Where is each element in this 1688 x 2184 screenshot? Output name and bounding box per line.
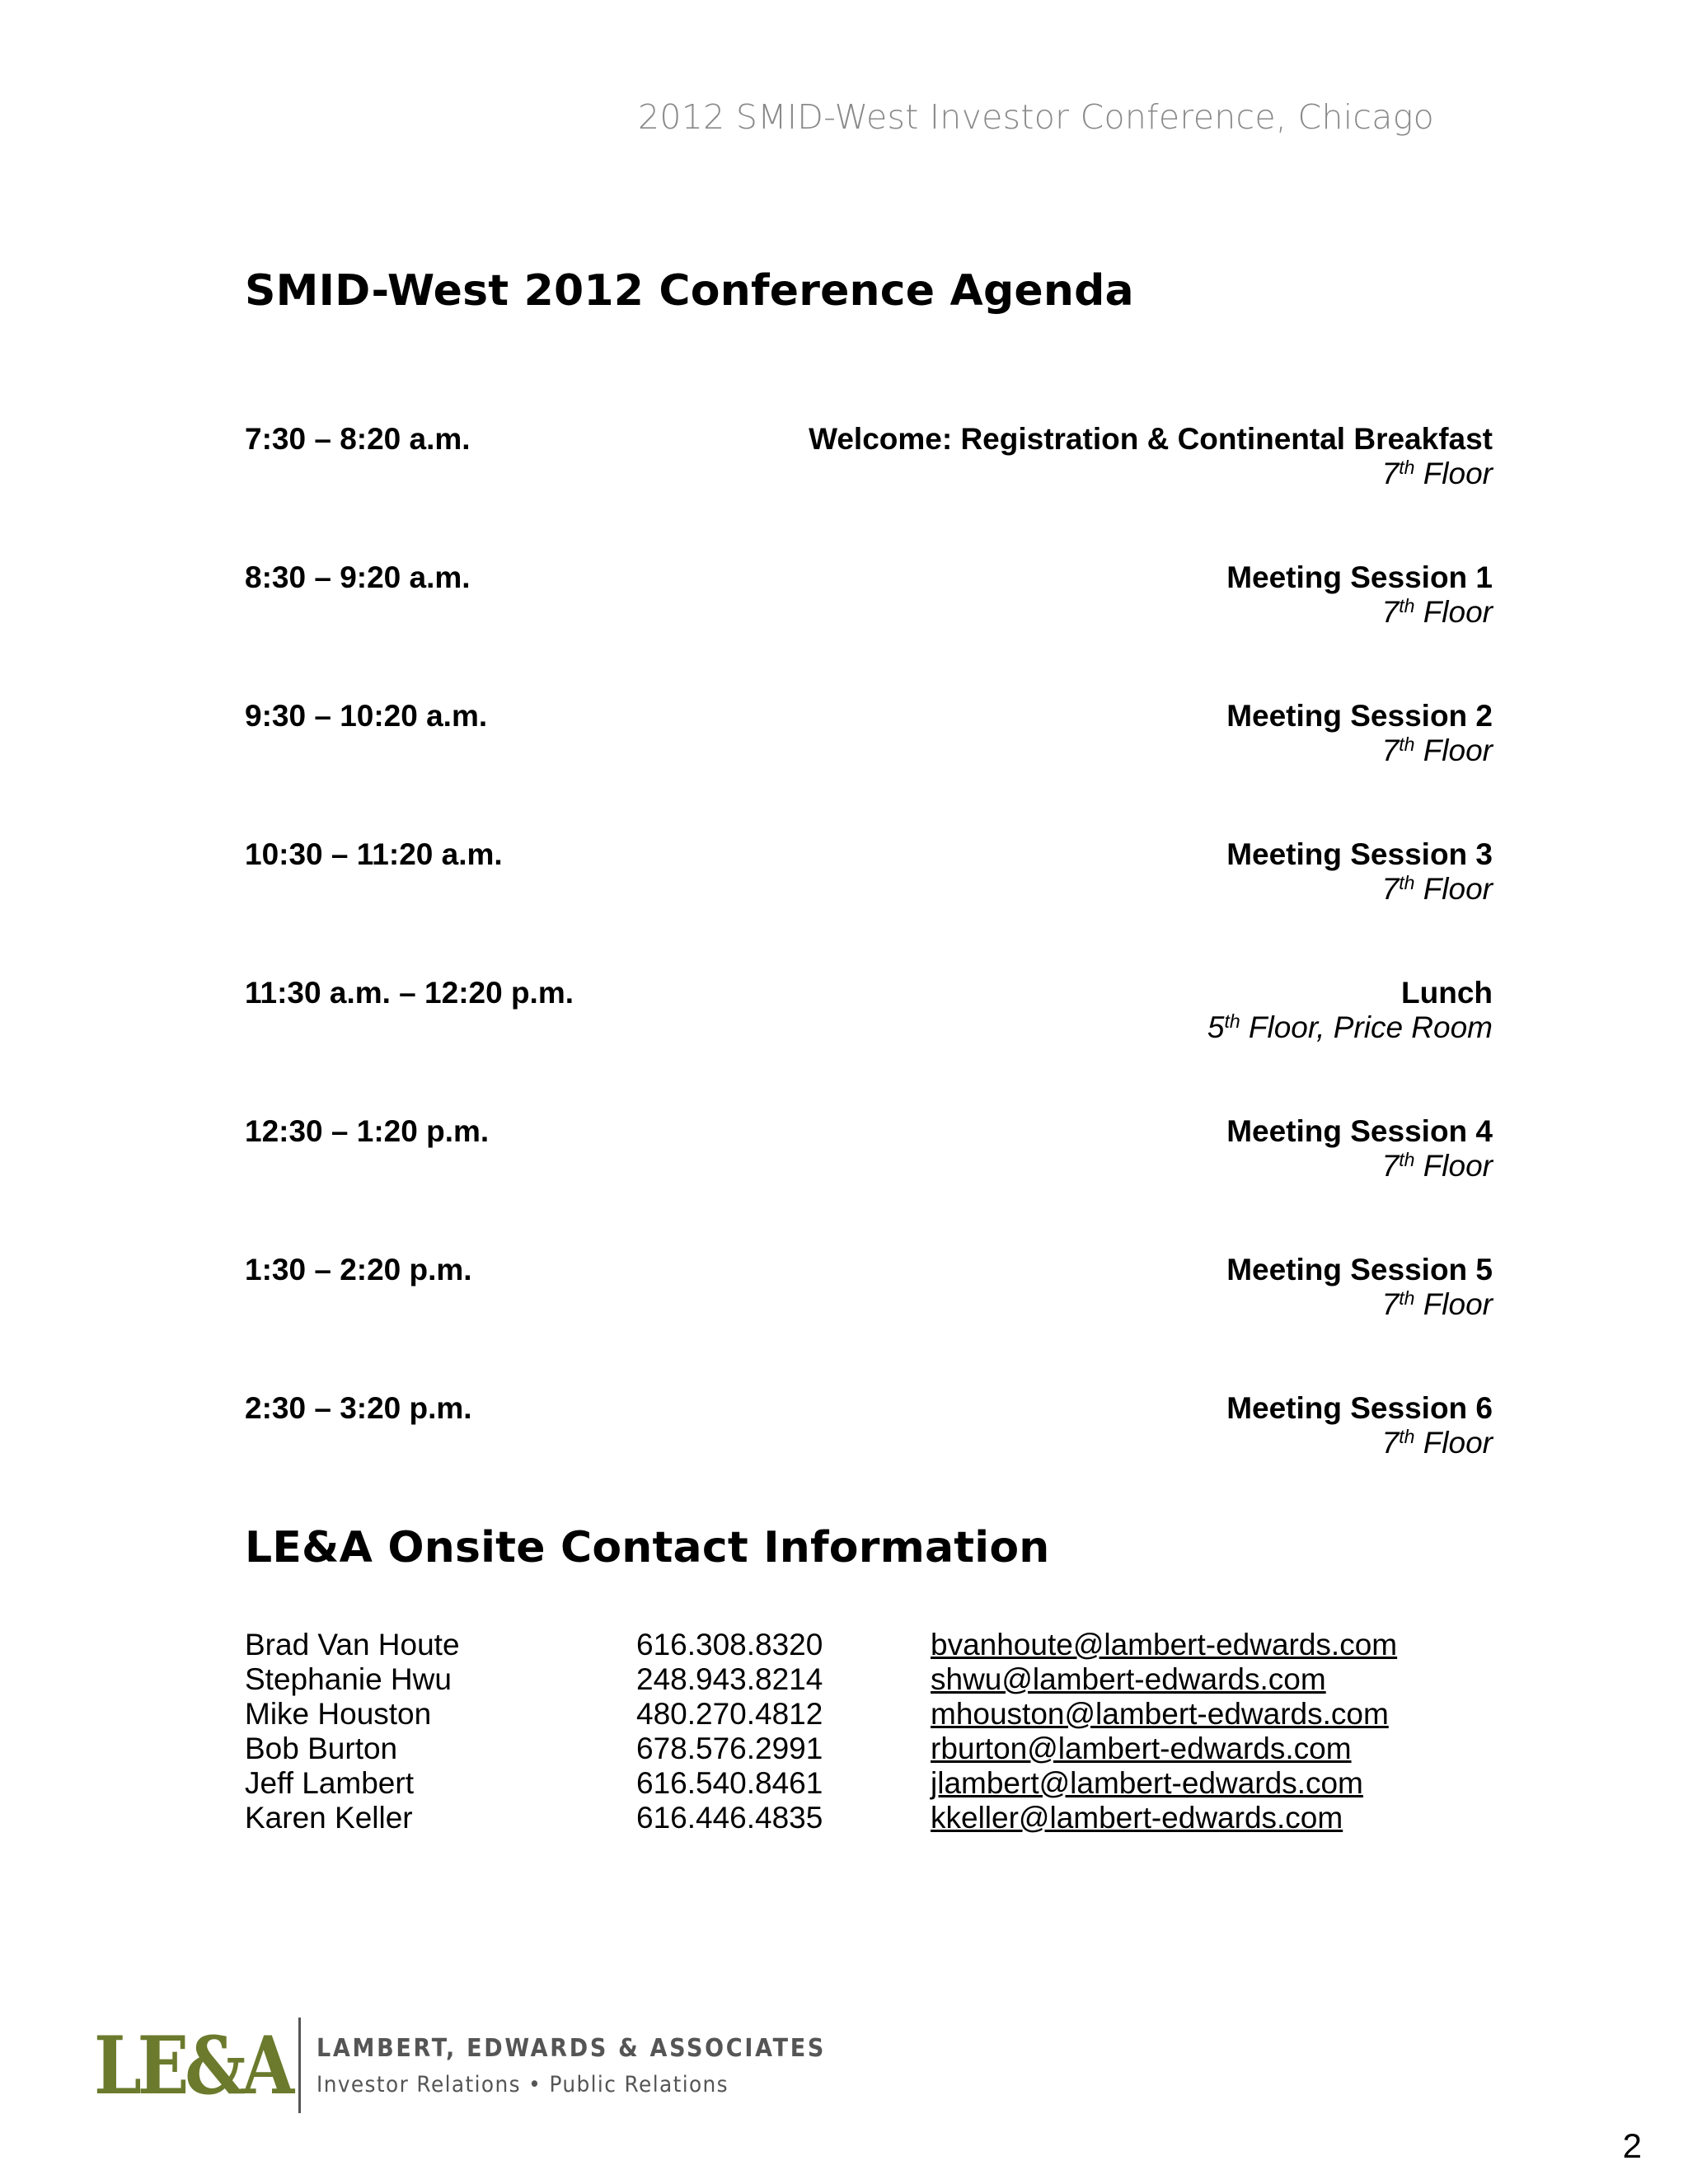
logo-company-name: LAMBERT, EDWARDS & ASSOCIATES xyxy=(316,2034,826,2063)
location-ordinal-suffix: th xyxy=(1399,1287,1415,1309)
location-ordinal-suffix: th xyxy=(1399,1426,1415,1447)
event-title: Meeting Session 5 xyxy=(1226,1253,1493,1286)
location-ordinal-suffix: th xyxy=(1224,1010,1240,1032)
agenda-item xyxy=(245,699,1493,837)
contact-phone: 616.540.8461 xyxy=(636,1766,823,1800)
running-header: 2012 SMID-West Investor Conference, Chicago xyxy=(638,97,1434,137)
agenda-title: SMID-West 2012 Conference Agenda xyxy=(245,266,1134,316)
contact-name: Stephanie Hwu xyxy=(245,1662,452,1696)
agenda-time: 11:30 a.m. – 12:20 p.m. xyxy=(245,976,574,1010)
page-number: 2 xyxy=(1622,2126,1642,2165)
contact-name: Jeff Lambert xyxy=(245,1766,414,1800)
agenda-event xyxy=(1226,699,1493,768)
contact-row xyxy=(245,1662,1514,1697)
event-location xyxy=(1226,1426,1493,1460)
location-room: Floor xyxy=(1414,1426,1493,1460)
event-location xyxy=(1226,595,1493,630)
company-logo xyxy=(92,2011,834,2118)
event-title: Meeting Session 6 xyxy=(1226,1391,1493,1425)
agenda-time: 9:30 – 10:20 a.m. xyxy=(245,699,488,733)
contact-email-link[interactable]: rburton@lambert-edwards.com xyxy=(931,1732,1352,1765)
agenda-time: 10:30 – 11:20 a.m. xyxy=(245,837,503,871)
location-room: Floor xyxy=(1414,733,1493,767)
contact-email-link[interactable]: kkeller@lambert-edwards.com xyxy=(931,1801,1343,1835)
agenda-event xyxy=(1226,560,1493,630)
agenda-time: 7:30 – 8:20 a.m. xyxy=(245,422,471,456)
agenda-item xyxy=(245,1114,1493,1253)
contact-row xyxy=(245,1801,1514,1835)
agenda-event xyxy=(1226,1114,1493,1183)
agenda-event xyxy=(1226,1391,1493,1460)
location-room: Floor, Price Room xyxy=(1240,1010,1493,1044)
agenda-event xyxy=(1226,837,1493,907)
agenda-item xyxy=(245,560,1493,699)
event-location xyxy=(1226,1287,1493,1322)
agenda-item xyxy=(245,976,1493,1114)
location-floor-number: 7 xyxy=(1381,733,1400,767)
location-floor-number: 7 xyxy=(1381,1426,1400,1460)
event-title: Meeting Session 2 xyxy=(1226,699,1493,733)
event-location xyxy=(1226,733,1493,768)
agenda-item xyxy=(245,1253,1493,1391)
event-location xyxy=(1226,872,1493,907)
agenda-event xyxy=(1226,1253,1493,1322)
location-ordinal-suffix: th xyxy=(1399,733,1415,755)
contact-row xyxy=(245,1628,1514,1662)
contact-phone: 678.576.2991 xyxy=(636,1732,823,1765)
agenda-time: 1:30 – 2:20 p.m. xyxy=(245,1253,472,1286)
event-title: Lunch xyxy=(1401,976,1493,1010)
location-ordinal-suffix: th xyxy=(1399,457,1415,478)
event-title: Meeting Session 3 xyxy=(1226,837,1493,871)
location-floor-number: 7 xyxy=(1381,595,1400,629)
location-floor-number: 7 xyxy=(1381,1287,1400,1321)
event-title: Meeting Session 4 xyxy=(1226,1114,1493,1148)
contacts-title: LE&A Onsite Contact Information xyxy=(245,1523,1050,1572)
contact-row xyxy=(245,1732,1514,1766)
agenda-item xyxy=(245,1391,1493,1530)
location-room: Floor xyxy=(1414,457,1493,490)
contact-phone: 616.446.4835 xyxy=(636,1801,823,1835)
logo-mark: LE&A xyxy=(94,2019,296,2112)
location-floor-number: 7 xyxy=(1381,1149,1400,1183)
agenda-event xyxy=(1207,976,1493,1045)
contact-name: Karen Keller xyxy=(245,1801,413,1835)
event-location xyxy=(1226,1149,1493,1183)
event-title: Welcome: Registration & Continental Breakfast xyxy=(809,422,1493,456)
agenda-time: 8:30 – 9:20 a.m. xyxy=(245,560,471,594)
contact-phone: 248.943.8214 xyxy=(636,1662,823,1696)
agenda-time: 12:30 – 1:20 p.m. xyxy=(245,1114,490,1148)
agenda-item xyxy=(245,837,1493,976)
contacts-table xyxy=(245,1628,1514,1835)
logo-tagline: Investor Relations • Public Relations xyxy=(316,2072,729,2097)
contact-email-link[interactable]: mhouston@lambert-edwards.com xyxy=(931,1697,1389,1731)
company-logo-graphic xyxy=(92,2011,834,2118)
agenda-time: 2:30 – 3:20 p.m. xyxy=(245,1391,472,1425)
location-floor-number: 7 xyxy=(1381,872,1400,906)
event-location xyxy=(809,457,1493,491)
location-floor-number: 5 xyxy=(1207,1010,1225,1044)
logo-divider xyxy=(298,2018,301,2113)
contact-row xyxy=(245,1697,1514,1732)
location-room: Floor xyxy=(1414,872,1493,906)
contact-email-link[interactable]: shwu@lambert-edwards.com xyxy=(931,1662,1326,1696)
contact-phone: 480.270.4812 xyxy=(636,1697,823,1731)
contact-name: Brad Van Houte xyxy=(245,1628,460,1661)
event-location xyxy=(1207,1010,1493,1045)
agenda-event xyxy=(809,422,1493,491)
location-room: Floor xyxy=(1414,1149,1493,1183)
contact-name: Mike Houston xyxy=(245,1697,432,1731)
location-room: Floor xyxy=(1414,1287,1493,1321)
contact-name: Bob Burton xyxy=(245,1732,398,1765)
contact-email-link[interactable]: jlambert@lambert-edwards.com xyxy=(931,1766,1363,1800)
contact-phone: 616.308.8320 xyxy=(636,1628,823,1661)
location-ordinal-suffix: th xyxy=(1399,1149,1415,1170)
event-title: Meeting Session 1 xyxy=(1226,560,1493,594)
contact-row xyxy=(245,1766,1514,1801)
location-ordinal-suffix: th xyxy=(1399,595,1415,616)
location-room: Floor xyxy=(1414,595,1493,629)
location-ordinal-suffix: th xyxy=(1399,872,1415,893)
location-floor-number: 7 xyxy=(1381,457,1400,490)
agenda-item xyxy=(245,422,1493,560)
agenda-list xyxy=(245,422,1493,1530)
contact-email-link[interactable]: bvanhoute@lambert-edwards.com xyxy=(931,1628,1398,1661)
